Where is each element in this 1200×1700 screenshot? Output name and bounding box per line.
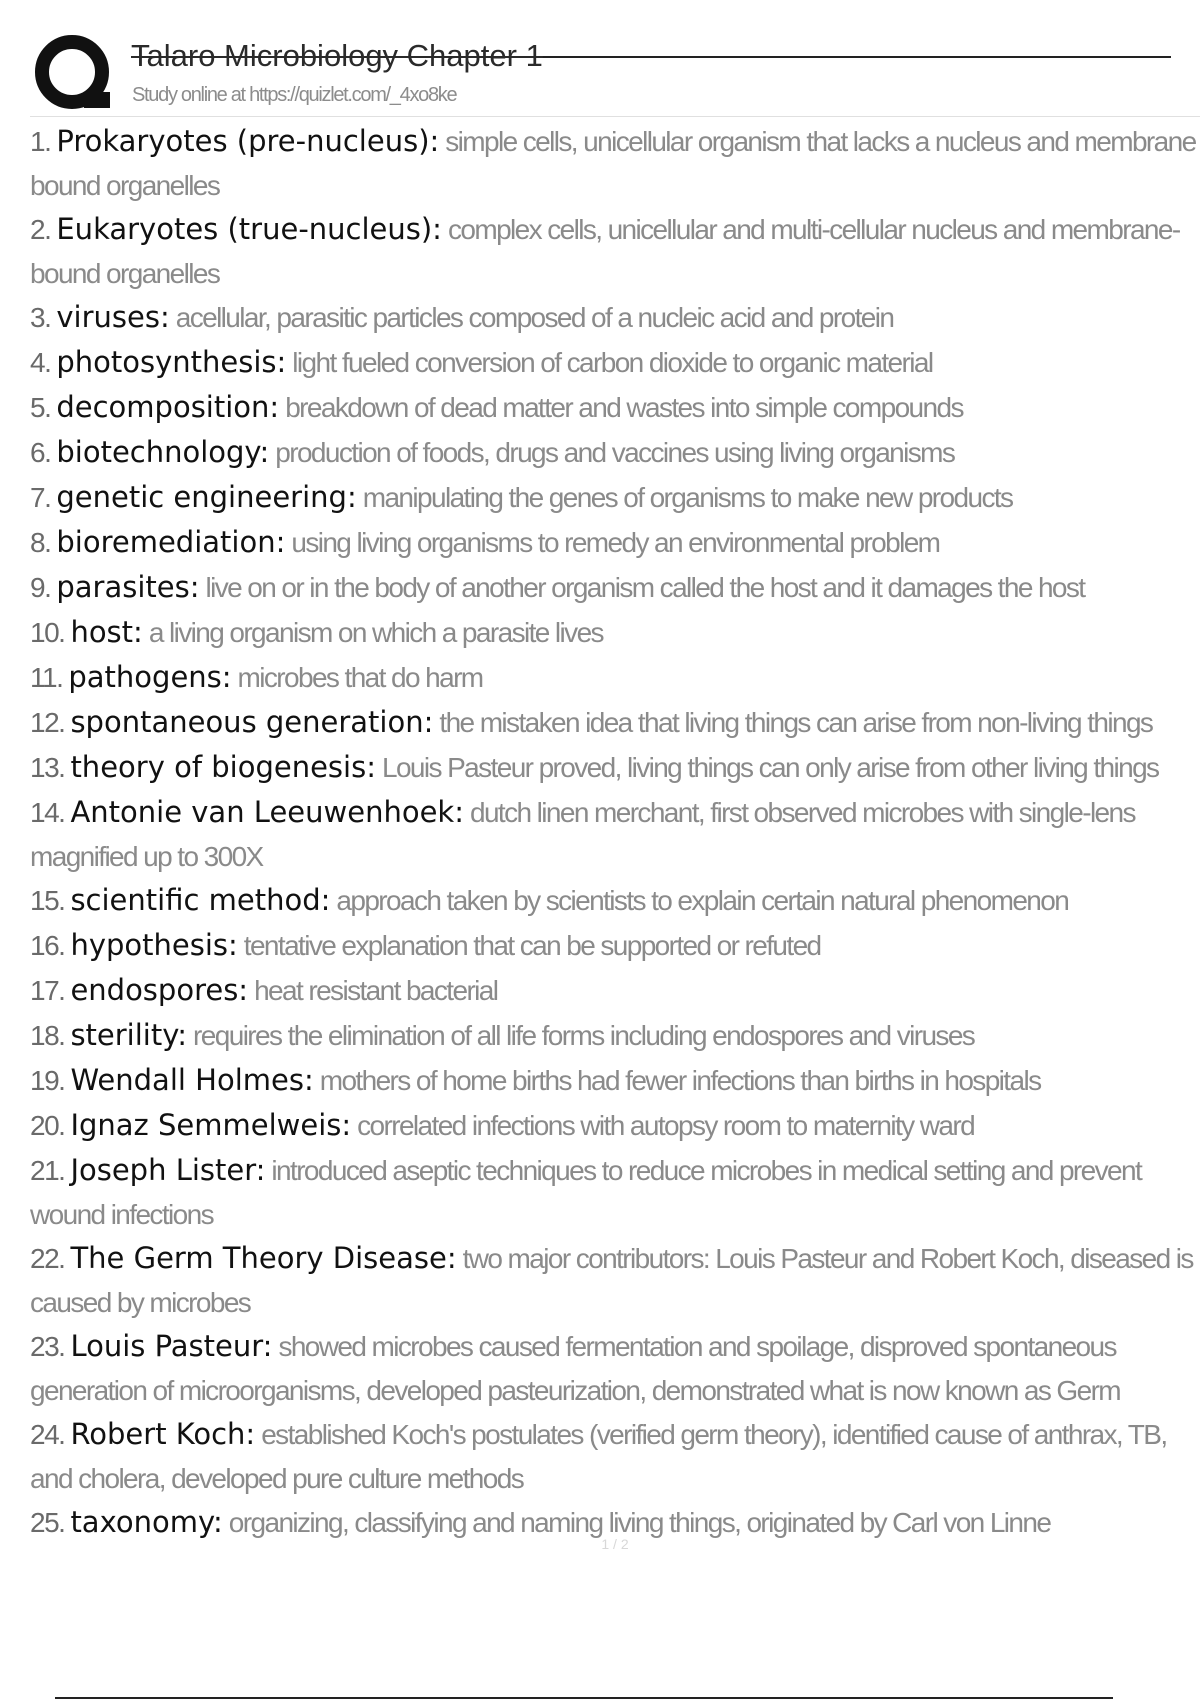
term-number: 9. <box>30 572 51 603</box>
term-definition: approach taken by scientists to explain certain natural phenomenon <box>336 885 1069 916</box>
term-list-item <box>30 385 1200 430</box>
term-definition: organizing, classifying and naming living things, originated by Carl von Linne <box>228 1507 1051 1538</box>
term-label: Wendall Holmes: <box>70 1063 314 1097</box>
page-number: 1 / 2 <box>601 1536 629 1552</box>
term-list-item <box>30 790 1200 878</box>
term-number: 24. <box>30 1419 65 1450</box>
footer-divider <box>55 1697 1113 1699</box>
term-definition: requires the elimination of all life forms including endospores and viruses <box>193 1020 975 1051</box>
term-label: scientific method: <box>70 883 331 917</box>
term-label: genetic engineering: <box>56 480 357 514</box>
term-number: 8. <box>30 527 51 558</box>
term-list-item <box>30 340 1200 385</box>
term-label: spontaneous generation: <box>70 705 434 739</box>
term-label: Antonie van Leeuwenhoek: <box>70 795 464 829</box>
header-divider <box>30 116 1200 117</box>
term-definition: correlated infections with autopsy room to maternity ward <box>357 1110 975 1141</box>
term-list-item <box>30 878 1200 923</box>
term-label: theory of biogenesis: <box>70 750 376 784</box>
term-definition: showed microbes caused fermentation and spoilage, disproved spontaneous generation of microorganisms, developed pasteurization, demonstrated what is now known as Germ <box>30 1331 1121 1406</box>
term-number: 7. <box>30 482 51 513</box>
term-label: Eukaryotes (true-nucleus): <box>56 212 442 246</box>
term-definition: microbes that do harm <box>237 662 483 693</box>
term-definition: a living organism on which a parasite lives <box>148 617 603 648</box>
document-header <box>30 30 1200 120</box>
term-definition: dutch linen merchant, first observed microbes with single-lens magnified up to 300X <box>30 797 1135 872</box>
term-definition: mothers of home births had fewer infections than births in hospitals <box>319 1065 1041 1096</box>
term-list-item <box>30 1236 1200 1324</box>
term-definition: simple cells, unicellular organism that lacks a nucleus and membrane bound organelles <box>30 126 1196 201</box>
term-number: 16. <box>30 930 65 961</box>
term-label: pathogens: <box>68 660 232 694</box>
term-definition: breakdown of dead matter and wastes into simple compounds <box>285 392 963 423</box>
term-label: parasites: <box>56 570 200 604</box>
term-definition: using living organisms to remedy an environmental problem <box>291 527 940 558</box>
term-label: Ignaz Semmelweis: <box>70 1108 352 1142</box>
term-definition: two major contributors: Louis Pasteur and Robert Koch, diseased is caused by microbes <box>30 1243 1193 1318</box>
term-number: 10. <box>30 617 65 648</box>
term-number: 20. <box>30 1110 65 1141</box>
term-definition: production of foods, drugs and vaccines using living organisms <box>275 437 955 468</box>
term-number: 22. <box>30 1243 65 1274</box>
term-list-item <box>30 520 1200 565</box>
term-label: Prokaryotes (pre-nucleus): <box>56 124 440 158</box>
term-list-item <box>30 700 1200 745</box>
term-definition: heat resistant bacterial <box>254 975 498 1006</box>
term-label: photosynthesis: <box>56 345 287 379</box>
term-number: 6. <box>30 437 51 468</box>
term-list-item <box>30 1013 1200 1058</box>
term-label: The Germ Theory Disease: <box>70 1241 457 1275</box>
term-label: endospores: <box>70 973 249 1007</box>
term-list-item <box>30 1103 1200 1148</box>
term-list-item <box>30 1412 1200 1500</box>
term-number: 4. <box>30 347 51 378</box>
term-label: sterility: <box>70 1018 188 1052</box>
term-list-item <box>30 1148 1200 1236</box>
term-number: 17. <box>30 975 65 1006</box>
term-label: host: <box>70 615 143 649</box>
term-list-item <box>30 655 1200 700</box>
term-number: 23. <box>30 1331 65 1362</box>
term-number: 3. <box>30 302 51 333</box>
term-number: 15. <box>30 885 65 916</box>
term-number: 12. <box>30 707 65 738</box>
term-label: viruses: <box>56 300 170 334</box>
term-number: 14. <box>30 797 65 828</box>
term-label: hypothesis: <box>70 928 238 962</box>
term-number: 1. <box>30 126 51 157</box>
term-list-item <box>30 968 1200 1013</box>
term-number: 2. <box>30 214 51 245</box>
term-list-item <box>30 430 1200 475</box>
term-number: 25. <box>30 1507 65 1538</box>
term-definition: introduced aseptic techniques to reduce microbes in medical setting and prevent wound infections <box>30 1155 1142 1230</box>
term-label: taxonomy: <box>70 1505 223 1539</box>
term-label: decomposition: <box>56 390 280 424</box>
term-list-item <box>30 565 1200 610</box>
quizlet-logo-icon <box>34 34 114 114</box>
term-list-item <box>30 475 1200 520</box>
term-definition: live on or in the body of another organism called the host and it damages the host <box>205 572 1085 603</box>
term-number: 13. <box>30 752 65 783</box>
term-list-item <box>30 119 1200 207</box>
term-definition: Louis Pasteur proved, living things can only arise from other living things <box>381 752 1159 783</box>
term-label: Joseph Lister: <box>70 1153 266 1187</box>
term-definition: complex cells, unicellular and multi-cellular nucleus and membrane-bound organelles <box>30 214 1180 289</box>
term-list <box>30 119 1200 1545</box>
term-number: 18. <box>30 1020 65 1051</box>
term-list-item <box>30 923 1200 968</box>
term-list-item <box>30 207 1200 295</box>
term-label: Robert Koch: <box>70 1417 256 1451</box>
term-label: Louis Pasteur: <box>70 1329 273 1363</box>
study-online-link[interactable]: Study online at https://quizlet.com/_4xo8ke <box>132 84 457 106</box>
term-definition: acellular, parasitic particles composed of a nucleic acid and protein <box>175 302 894 333</box>
term-definition: light fueled conversion of carbon dioxide to organic material <box>292 347 933 378</box>
term-label: biotechnology: <box>56 435 270 469</box>
term-label: bioremediation: <box>56 525 286 559</box>
term-list-item <box>30 610 1200 655</box>
term-number: 21. <box>30 1155 65 1186</box>
term-definition: tentative explanation that can be supported or refuted <box>243 930 821 961</box>
term-list-item <box>30 1058 1200 1103</box>
term-list-item <box>30 295 1200 340</box>
term-number: 5. <box>30 392 51 423</box>
term-list-item <box>30 1324 1200 1412</box>
term-definition: established Koch's postulates (verified germ theory), identified cause of anthrax, TB, and cholera, developed pure culture methods <box>30 1419 1167 1494</box>
term-definition: the mistaken idea that living things can arise from non-living things <box>439 707 1153 738</box>
term-definition: manipulating the genes of organisms to make new products <box>362 482 1013 513</box>
term-number: 19. <box>30 1065 65 1096</box>
term-list-item <box>30 745 1200 790</box>
page-title: Talaro Microbiology Chapter 1 <box>131 38 543 73</box>
term-number: 11. <box>30 662 63 693</box>
